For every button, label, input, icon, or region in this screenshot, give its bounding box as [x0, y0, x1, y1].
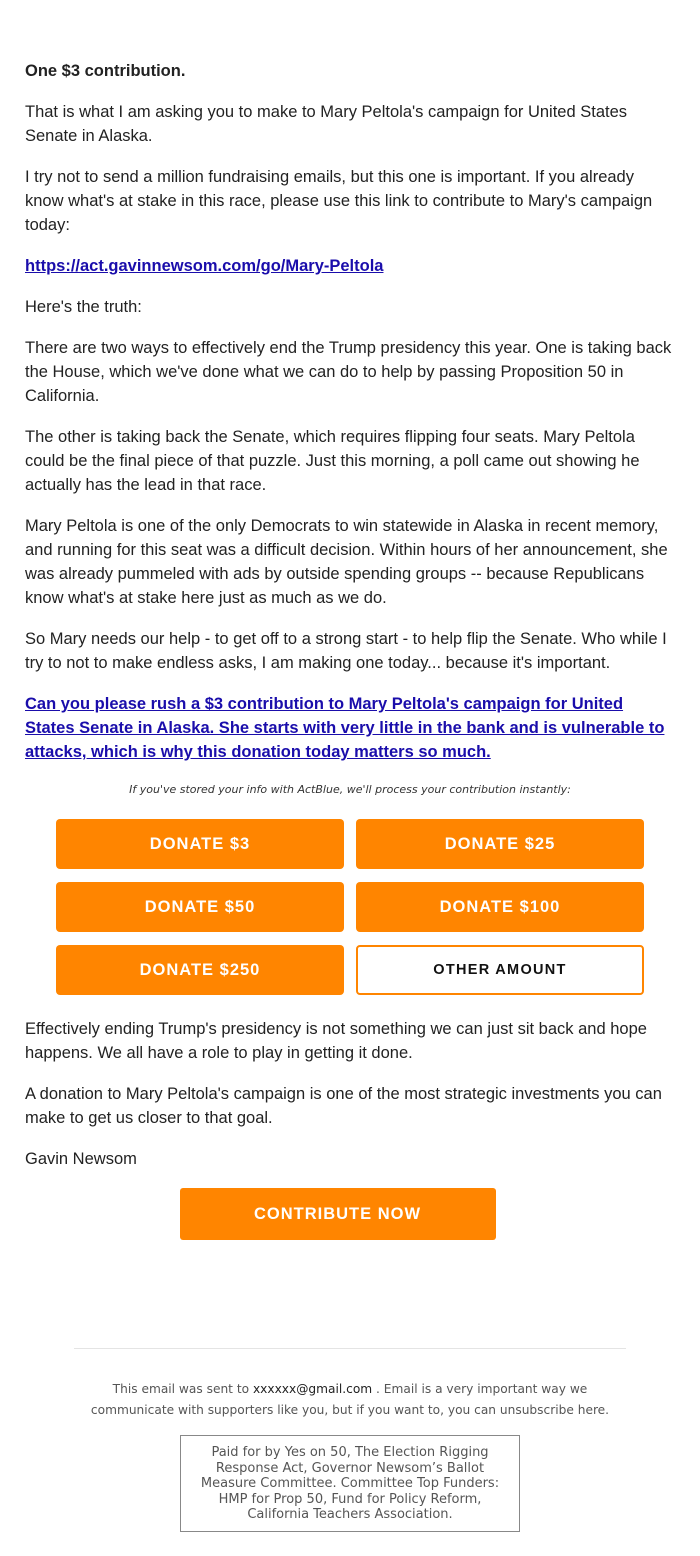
body-paragraph-4: Mary Peltola is one of the only Democrats to win statewide in Alaska in recent memory, and running for this seat was a difficult decision. Within hours of her announcement, she was already pummeled with ads by outside spending groups -- because Republicans know what's at stake here just as much as we do.	[25, 517, 668, 607]
actblue-note: If you've stored your info with ActBlue, we'll process your contribution instantly:	[129, 783, 571, 796]
sent-to-line-1	[0, 1379, 700, 1400]
footer	[0, 1379, 700, 1421]
email-body	[25, 59, 675, 1240]
sent-suffix-part-1: . Email is a very important way we	[376, 1382, 588, 1396]
cta-wrapper	[25, 1188, 675, 1240]
contribute-url-link[interactable]: https://act.gavinnewsom.com/go/Mary-Peltola	[25, 257, 384, 275]
body-paragraph-3: The other is taking back the Senate, which requires flipping four seats. Mary Peltola could be the final piece of that puzzle. Just this morning, a poll came out showing he actually has the lead in that race.	[25, 428, 640, 494]
opening-line: One $3 contribution.	[25, 62, 186, 80]
sent-suffix: communicate with supporters like you, but if you want to, you can	[90, 1403, 500, 1417]
donate-25-button[interactable]: DONATE $25	[356, 819, 644, 869]
other-amount-button[interactable]: OTHER AMOUNT	[356, 945, 644, 995]
body-paragraph-1: Here's the truth:	[25, 298, 142, 316]
body-paragraph-2: There are two ways to effectively end the Trump presidency this year. One is taking back the House, which we've done what we can do to help by passing Proposition 50 in California.	[25, 339, 672, 405]
paid-for-disclaimer: Paid for by Yes on 50, The Election Rigging Response Act, Governor Newsom’s Ballot Measure Committee. Committee Top Funders: HMP for Prop 50, Fund for Policy Reform, California Teachers Association.	[180, 1435, 520, 1532]
closing-paragraph-2: A donation to Mary Peltola's campaign is one of the most strategic investments you can make to get us closer to that goal.	[25, 1085, 662, 1127]
donate-3-button[interactable]: DONATE $3	[56, 819, 344, 869]
intro-paragraph-2: I try not to send a million fundraising emails, but this one is important. If you already know what's at stake in this race, please use this link to contribute to Mary's campaign today:	[25, 168, 653, 234]
donate-250-button[interactable]: DONATE $250	[56, 945, 344, 995]
sent-prefix: This email was sent to	[112, 1382, 250, 1396]
footer-divider	[74, 1348, 626, 1349]
ask-contribution-link[interactable]: Can you please rush a $3 contribution to Mary Peltola's campaign for United States Senate in Alaska. She starts with very little in the bank and is vulnerable to attacks, which is why this donation today matters so much.	[25, 695, 665, 761]
intro-paragraph-1: That is what I am asking you to make to Mary Peltola's campaign for United States Senate in Alaska.	[25, 103, 628, 145]
closing-section	[25, 1017, 675, 1171]
closing-paragraph-1: Effectively ending Trump's presidency is not something we can just sit back and hope happens. We all have a role to play in getting it done.	[25, 1020, 647, 1062]
recipient-email: xxxxxx@gmail.com	[252, 1382, 373, 1396]
ask-paragraph	[25, 692, 675, 764]
donate-100-button[interactable]: DONATE $100	[356, 882, 644, 932]
donate-button-grid	[56, 819, 644, 995]
signature: Gavin Newsom	[25, 1150, 137, 1168]
sent-to-line-2	[0, 1400, 700, 1421]
donate-50-button[interactable]: DONATE $50	[56, 882, 344, 932]
link-paragraph	[25, 254, 675, 278]
contribute-now-button[interactable]: CONTRIBUTE NOW	[180, 1188, 496, 1240]
body-paragraph-5: So Mary needs our help - to get off to a strong start - to help flip the Senate. Who while I try to not to make endless asks, I am making one today... because it's important.	[25, 630, 667, 672]
unsubscribe-link[interactable]: unsubscribe here.	[499, 1403, 610, 1417]
